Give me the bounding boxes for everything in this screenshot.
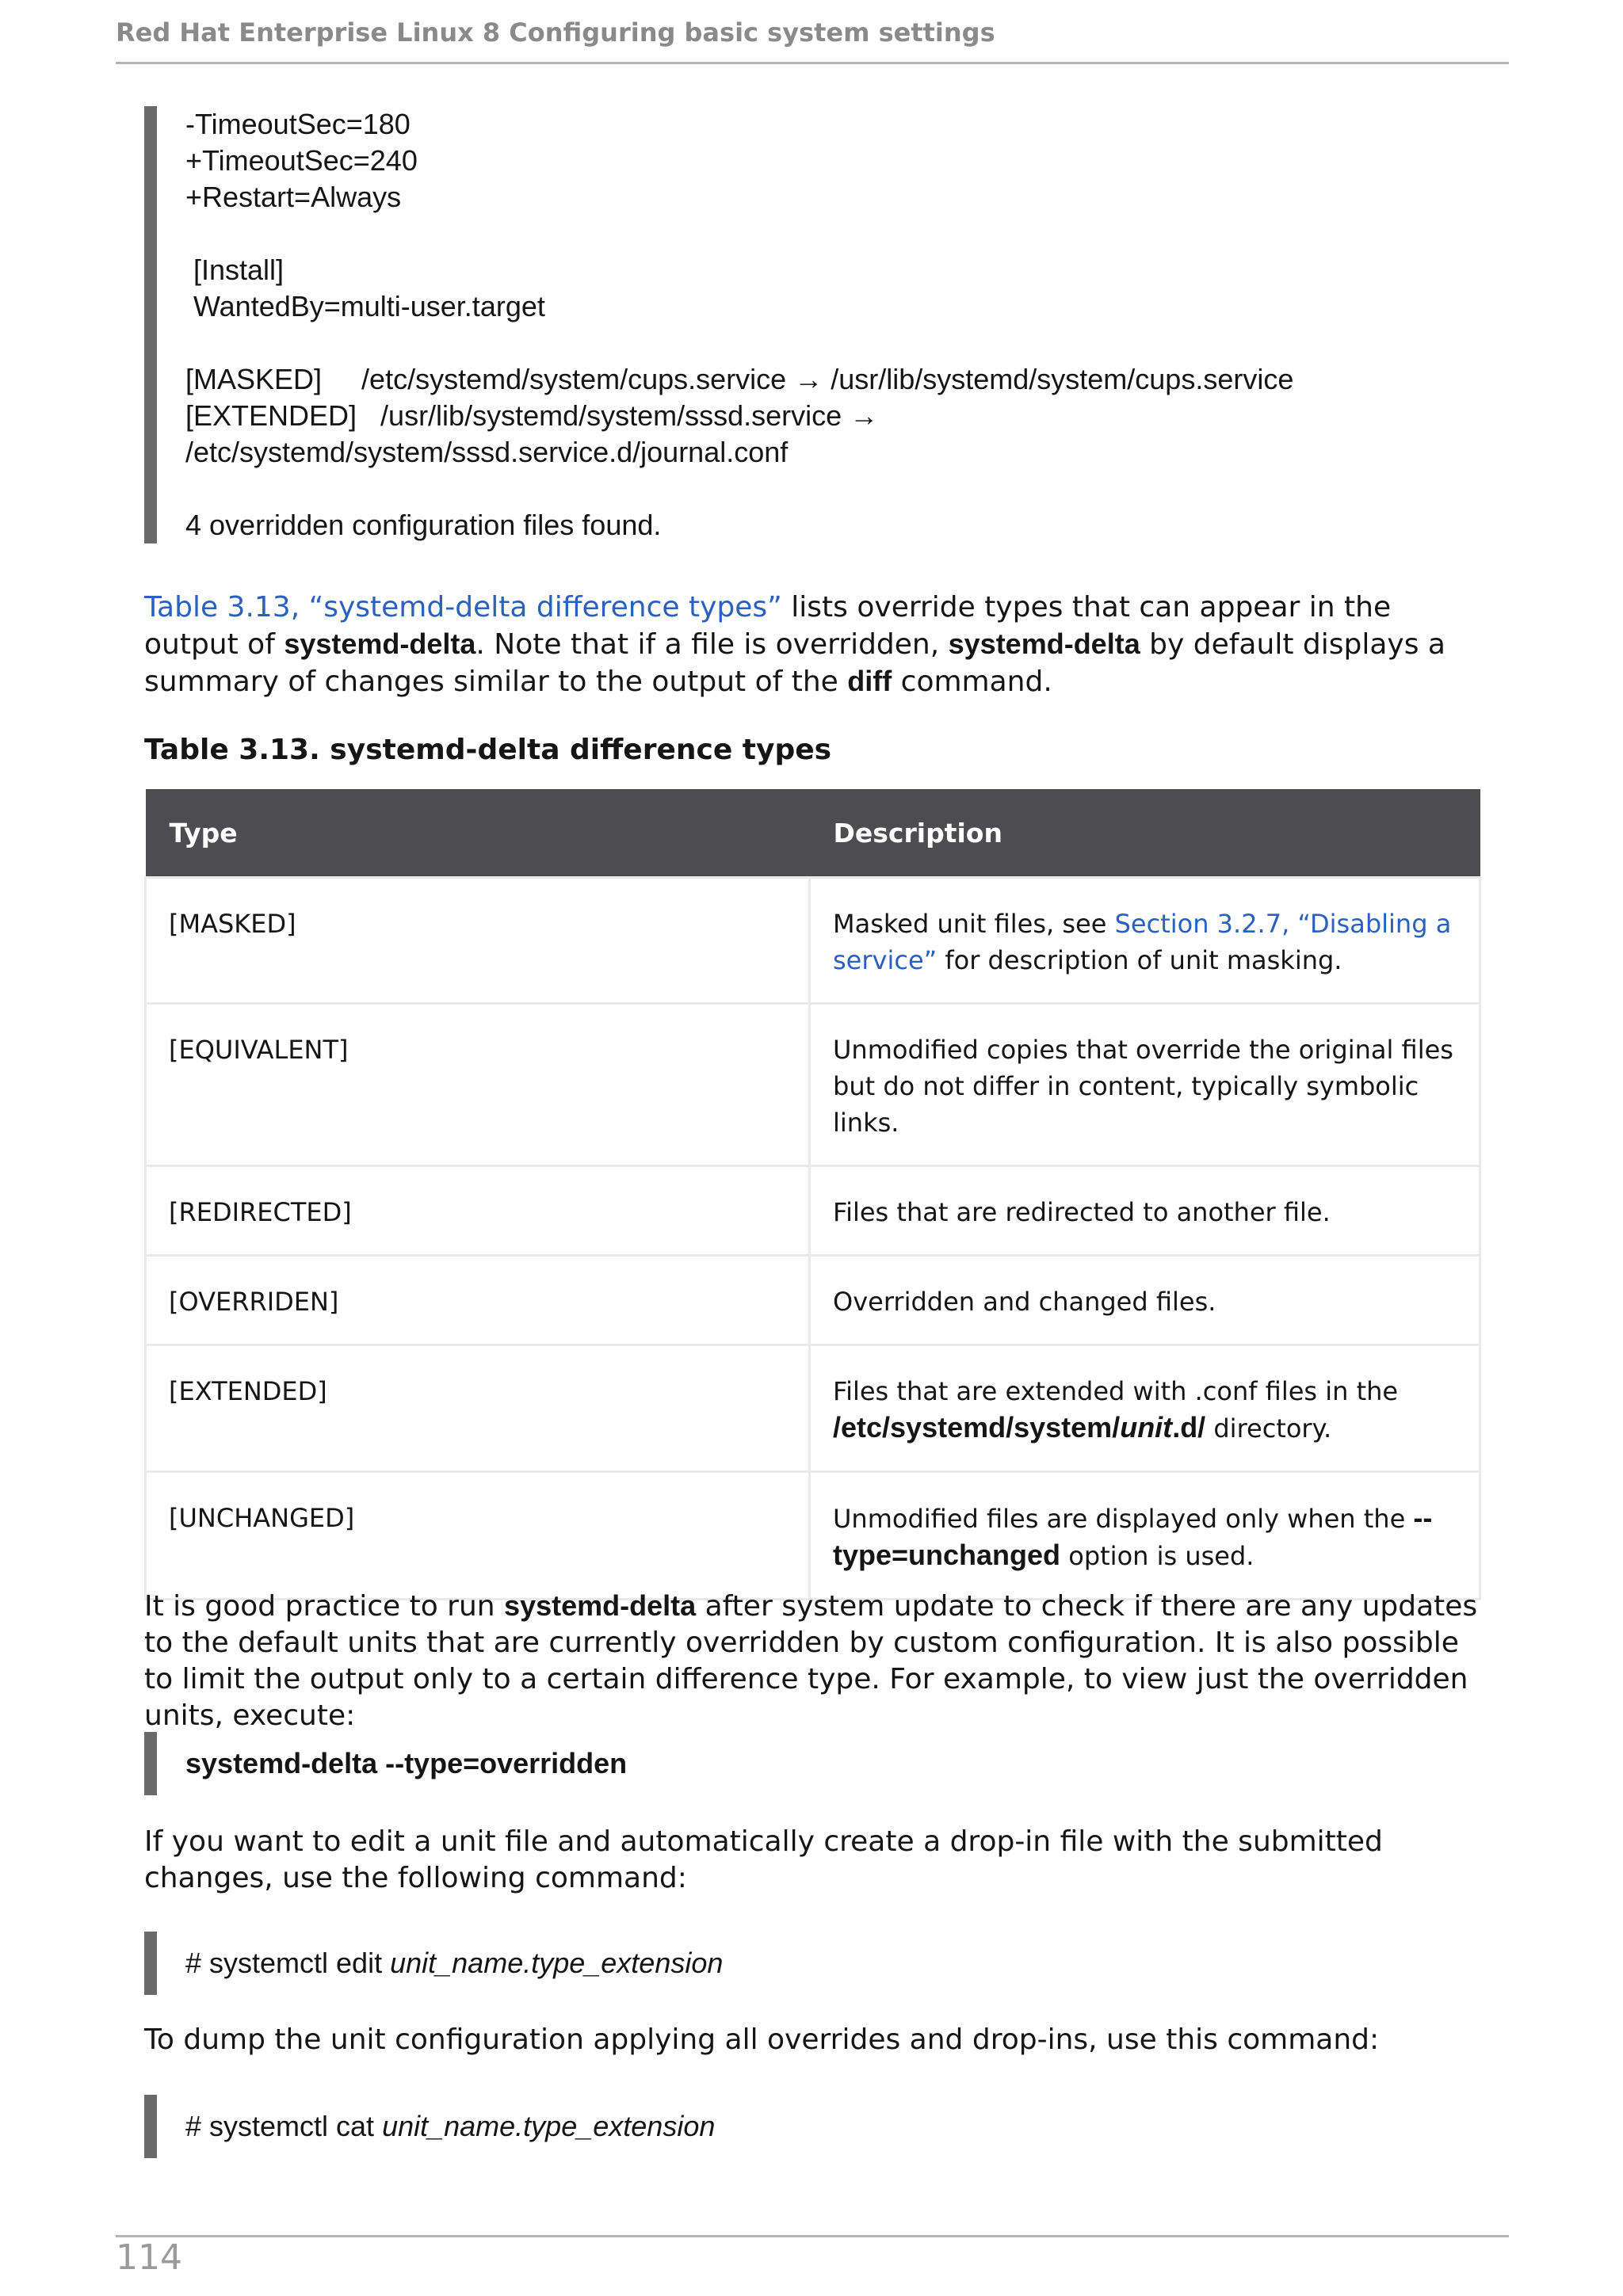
cat-command-prefix: # systemctl cat [185,2110,383,2142]
overridden-command-block [144,1732,627,1795]
edit-paragraph: If you want to edit a unit file and automatically create a drop-in file with the submitted changes, use the following command: [144,1825,1383,1894]
code-line: [MASKED] /etc/systemd/system/cups.service → /usr/lib/systemd/system/cups.service [185,363,1294,395]
running-header: Red Hat Enterprise Linux 8 Configuring basic system settings [116,17,995,48]
disabling-service-link[interactable]: Section 3.2.7, “Disabling a service” [833,909,1452,975]
table-header-cell: Description [810,789,1480,878]
path-bold-italic: unit [1120,1411,1173,1444]
overridden-command: systemd-delta --type=overridden [185,1747,628,1779]
code-line: /etc/systemd/system/sssd.service.d/journal.conf [185,436,789,468]
difference-types-table [144,789,1481,1600]
type-cell: [REDIRECTED] [146,1166,810,1256]
table-caption: Table 3.13. systemd-delta difference types [144,734,832,766]
code-line [185,325,1444,361]
cat-command-block [144,2095,715,2158]
type-cell: [EXTENDED] [146,1345,810,1472]
practice-bold: systemd-delta [504,1589,697,1622]
type-cell: [UNCHANGED] [146,1472,810,1600]
description-text: Unmodified files are displayed only when the [833,1504,1414,1534]
intro-text: by default displays a summary of changes similar to the output of the [144,628,1445,698]
code-line: +TimeoutSec=240 [185,144,418,177]
code-line [185,471,1444,507]
code-line: [Install] [185,254,285,286]
intro-bold: systemd-delta [948,627,1140,660]
description-cell: Files that are redirected to another file. [810,1166,1480,1256]
type-cell: [EQUIVALENT] [146,1004,810,1166]
code-line: [EXTENDED] /usr/lib/systemd/system/sssd.service → [185,399,879,432]
page-number: 114 [116,2237,182,2278]
code-output-block [144,106,1444,543]
description-text: for description of unit masking. [937,945,1342,975]
description-text: Masked unit files, see [833,909,1115,939]
dump-paragraph: To dump the unit configuration applying all overrides and drop-ins, use this command: [144,2023,1380,2056]
description-text: directory. [1205,1413,1332,1444]
code-line: WantedBy=multi-user.target [185,290,545,322]
table-row [146,1166,1480,1256]
intro-bold: diff [847,665,892,697]
footer-rule [116,2235,1509,2237]
edit-command-prefix: # systemctl edit [185,1947,391,1979]
table-reference-link[interactable]: Table 3.13, “systemd-delta difference types” [144,591,782,624]
practice-paragraph [144,1588,1491,1734]
description-cell: Unmodified copies that override the original files but do not differ in content, typically symbolic links. [810,1004,1480,1166]
path-bold: .d/ [1172,1411,1206,1444]
intro-text: command. [892,666,1052,698]
intro-bold: systemd-delta [284,627,476,660]
table-header-row [146,789,1480,878]
description-text: Files that are extended with .conf files in the [833,1376,1399,1406]
table-row [146,1472,1480,1600]
description-text: option is used. [1060,1541,1254,1571]
intro-text: lists override types that can appear in the output of [144,591,1392,661]
practice-text: It is good practice to run [144,1590,505,1623]
table-row [146,1345,1480,1472]
cat-command-argument: unit_name.type_extension [382,2110,716,2142]
option-bold: --type=unchanged [833,1501,1433,1571]
edit-command-block [144,1932,723,1995]
table-row [146,878,1480,1004]
practice-text: after system update to check if there are any updates to the default units that are currently overridden by custom configuration. It is also possible to limit the output only to a certain difference type. For example, to view just the overridden units, execute: [144,1590,1478,1732]
intro-paragraph [144,589,1491,700]
table-row [146,1004,1480,1166]
description-cell [810,1345,1480,1472]
table-header-cell: Type [146,789,810,878]
code-line: 4 overridden configuration files found. [185,509,662,541]
description-cell: Overridden and changed files. [810,1256,1480,1345]
header-rule [116,62,1509,64]
code-line: +Restart=Always [185,181,402,213]
intro-text: . Note that if a file is overridden, [475,628,949,661]
type-cell: [OVERRIDEN] [146,1256,810,1345]
type-cell: [MASKED] [146,878,810,1004]
description-cell [810,878,1480,1004]
code-line [185,215,1444,252]
description-cell [810,1472,1480,1600]
table-row [146,1256,1480,1345]
code-line: -TimeoutSec=180 [185,108,411,140]
path-bold: /etc/systemd/system/ [833,1411,1121,1444]
edit-command-argument: unit_name.type_extension [390,1947,724,1979]
